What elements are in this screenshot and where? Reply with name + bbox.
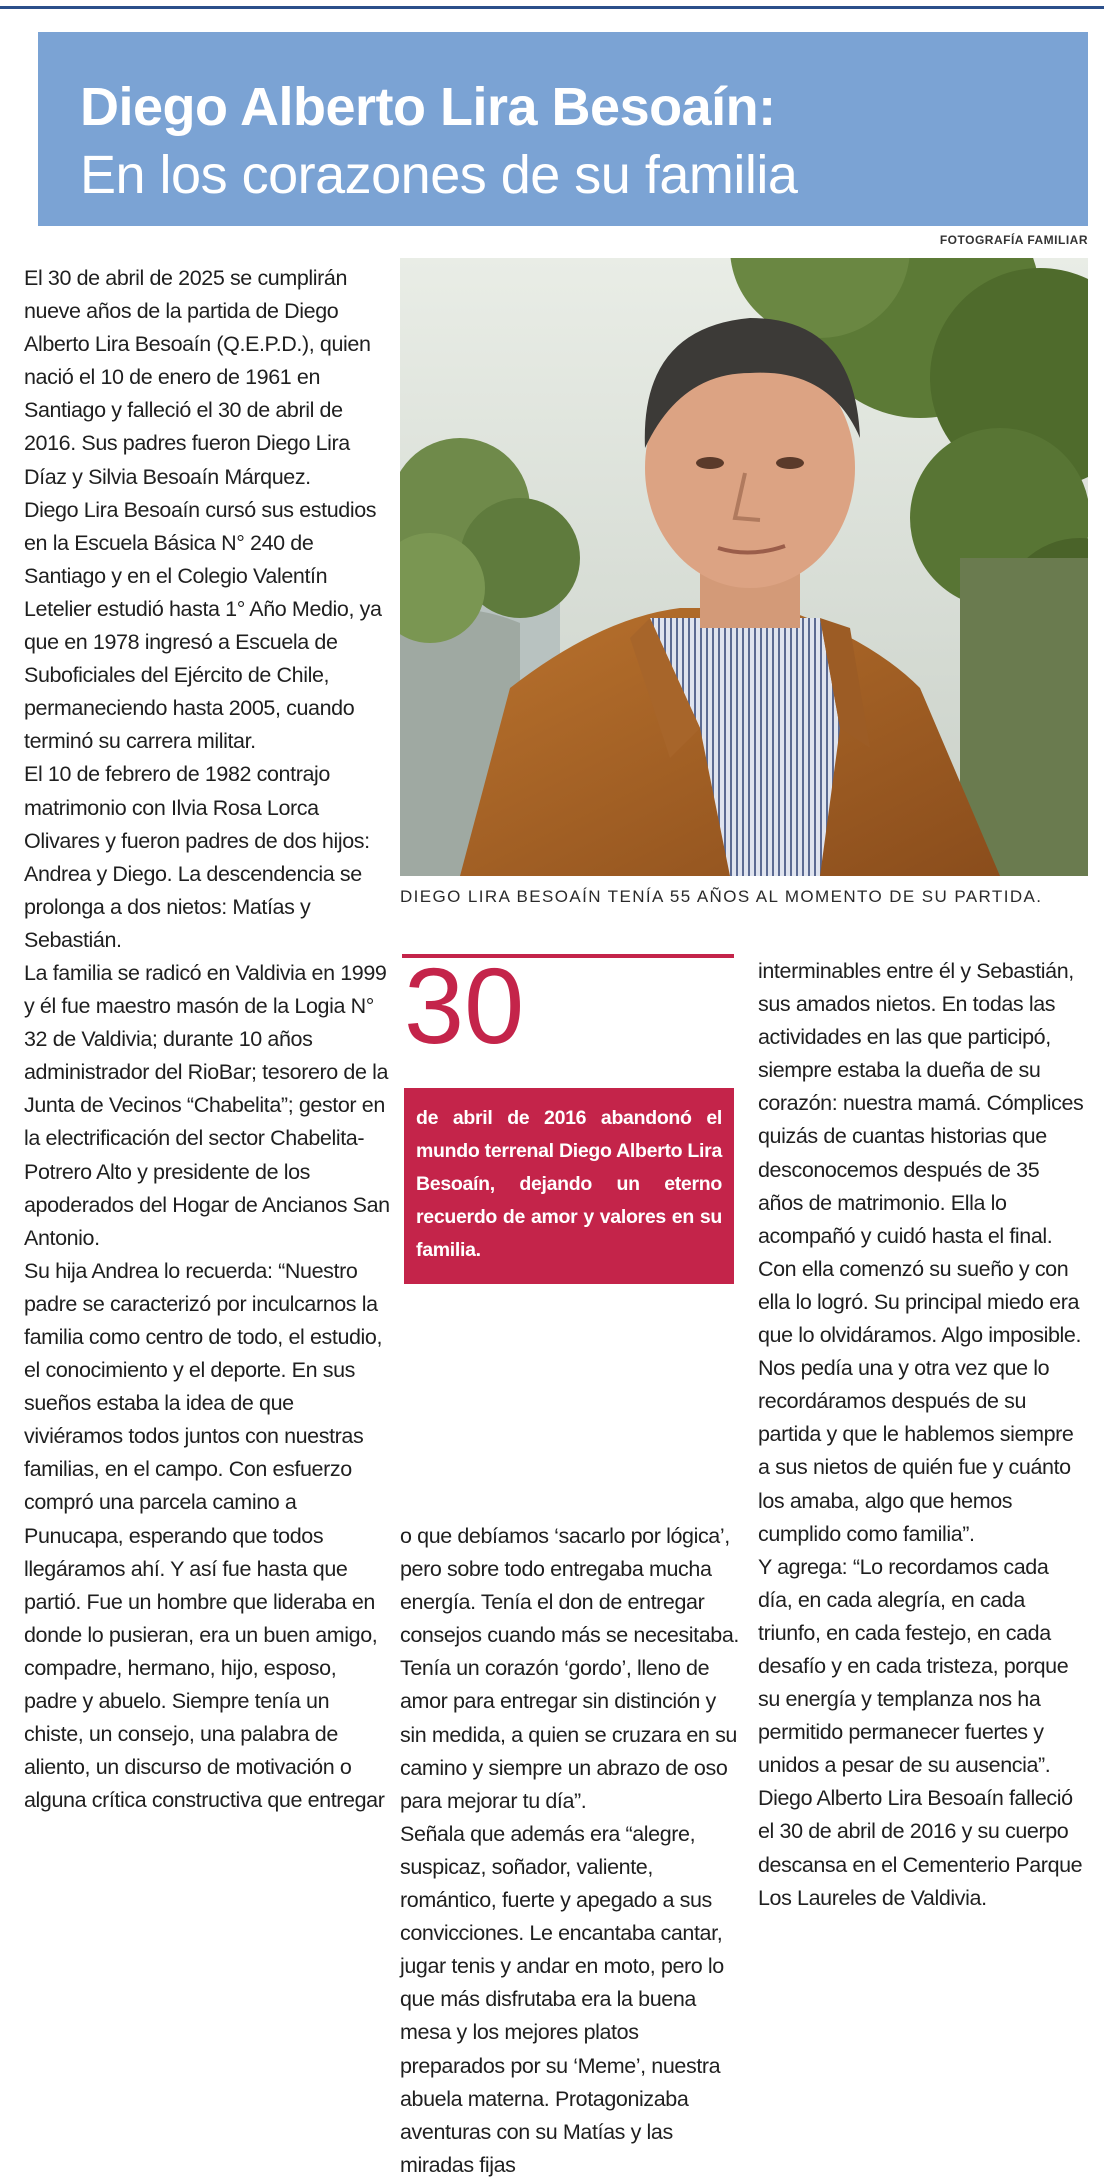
photo-caption: DIEGO LIRA BESOAÍN TENÍA 55 AÑOS AL MOMENTO DE SU PARTIDA.	[400, 887, 1043, 906]
article-column-3	[758, 955, 1088, 1915]
portrait-illustration	[400, 258, 1088, 876]
article-column-1	[24, 262, 390, 1817]
callout-number: 30	[404, 945, 525, 1066]
top-rule	[0, 6, 1104, 9]
paragraph: Su hija Andrea lo recuerda: “Nuestro padre se caracterizó por inculcarnos la familia como centro de todo, el estudio, el conocimiento y el deporte. En sus sueños estaba la idea de que viviéramos todos juntos con nuestras familias, en el campo. Con esfuerzo compró una parcela camino a Punucapa, esperando que todos llegáramos ahí. Y así fue hasta que partió. Fue un hombre que lideraba en donde lo pusieran, era un buen amigo, compadre, hermano, hijo, esposo, padre y abuelo. Siempre tenía un chiste, un consejo, una palabra de aliento, un discurso de motivación o alguna crítica constructiva que entregar	[24, 1258, 385, 1813]
paragraph: interminables entre él y Sebastián, sus amados nietos. En todas las actividades en las que participó, siempre estaba la dueña de su corazón: nuestra mamá. Cómplices quizás de cuantas historias que desconocemos después de 35 años de matrimonio. Ella lo acompañó y cuidó hasta el final. Con ella comenzó su sueño y con ella lo logró. Su principal miedo era que lo olvidáramos. Algo imposible. Nos pedía una y otra vez que lo recordáramos después de su partida y que le hablemos siempre a sus nietos de quién fue y cuánto los amaba, algo que hemos cumplido como familia”.	[758, 959, 1084, 1546]
paragraph: Diego Alberto Lira Besoaín falleció el 30 de abril de 2016 y su cuerpo descansa en el Cementerio Parque Los Laureles de Valdivia.	[758, 1786, 1083, 1910]
paragraph: El 30 de abril de 2025 se cumplirán nueve años de la partida de Diego Alberto Lira Besoaín (Q.E.P.D.), quien nació el 10 de enero de 1961 en Santiago y falleció el 30 de abril de 2016. Sus padres fueron Diego Lira Díaz y Silvia Besoaín Márquez.	[24, 266, 371, 489]
header-banner	[38, 32, 1088, 226]
portrait-photo	[400, 258, 1088, 876]
headline-name: Diego Alberto Lira Besoaín:	[80, 77, 776, 137]
paragraph: Diego Lira Besoaín cursó sus estudios en la Escuela Básica N° 240 de Santiago y en el Colegio Valentín Letelier estudió hasta 1° Año Medio, ya que en 1978 ingresó a Escuela de Suboficiales del Ejército de Chile, permaneciendo hasta 2005, cuando terminó su carrera militar.	[24, 497, 382, 754]
paragraph: El 10 de febrero de 1982 contrajo matrimonio con Ilvia Rosa Lorca Olivares y fueron padres de dos hijos: Andrea y Diego. La descendencia se prolonga a dos nietos: Matías y Sebastián.	[24, 762, 370, 952]
article-column-2	[400, 1520, 742, 2182]
paragraph: o que debíamos ‘sacarlo por lógica’, pero sobre todo entregaba mucha energía. Tenía el don de entregar consejos cuando más se necesitaba. Tenía un corazón ‘gordo’, lleno de amor para entregar sin distinción y sin medida, a quien se cruzara en su camino y siempre un abrazo de oso para mejorar tu día”.	[400, 1524, 739, 1813]
photo-credit: FOTOGRAFÍA FAMILIAR	[939, 233, 1088, 247]
callout-box	[404, 1088, 734, 1284]
paragraph: La familia se radicó en Valdivia en 1999 y él fue maestro masón de la Logia N° 32 de Valdivia; durante 10 años administrador del RioBar; tesorero de la Junta de Vecinos “Chabelita”; gestor en la electrificación del sector Chabelita-Potrero Alto y presidente de los apoderados del Hogar de Ancianos San Antonio.	[24, 960, 390, 1250]
paragraph: Señala que además era “alegre, suspicaz, soñador, valiente, romántico, fuerte y apegado a sus convicciones. Le encantaba cantar, jugar tenis y andar en moto, pero lo que más disfrutaba era la buena mesa y los mejores platos preparados por su ‘Meme’, nuestra abuela materna. Protagonizaba aventuras con su Matías y las miradas fijas	[400, 1821, 724, 2177]
callout-text: de abril de 2016 abandonó el mundo terrenal Diego Alberto Lira Besoaín, dejando un eterno recuerdo de amor y valores en su familia.	[416, 1107, 722, 1261]
headline-subtitle: En los corazones de su familia	[80, 145, 798, 205]
paragraph: Y agrega: “Lo recordamos cada día, en cada alegría, en cada triunfo, en cada festejo, en cada desafío y en cada tristeza, porque su energía y templanza nos ha permitido permanecer fuertes y unidos a pesar de su ausencia”.	[758, 1554, 1069, 1778]
